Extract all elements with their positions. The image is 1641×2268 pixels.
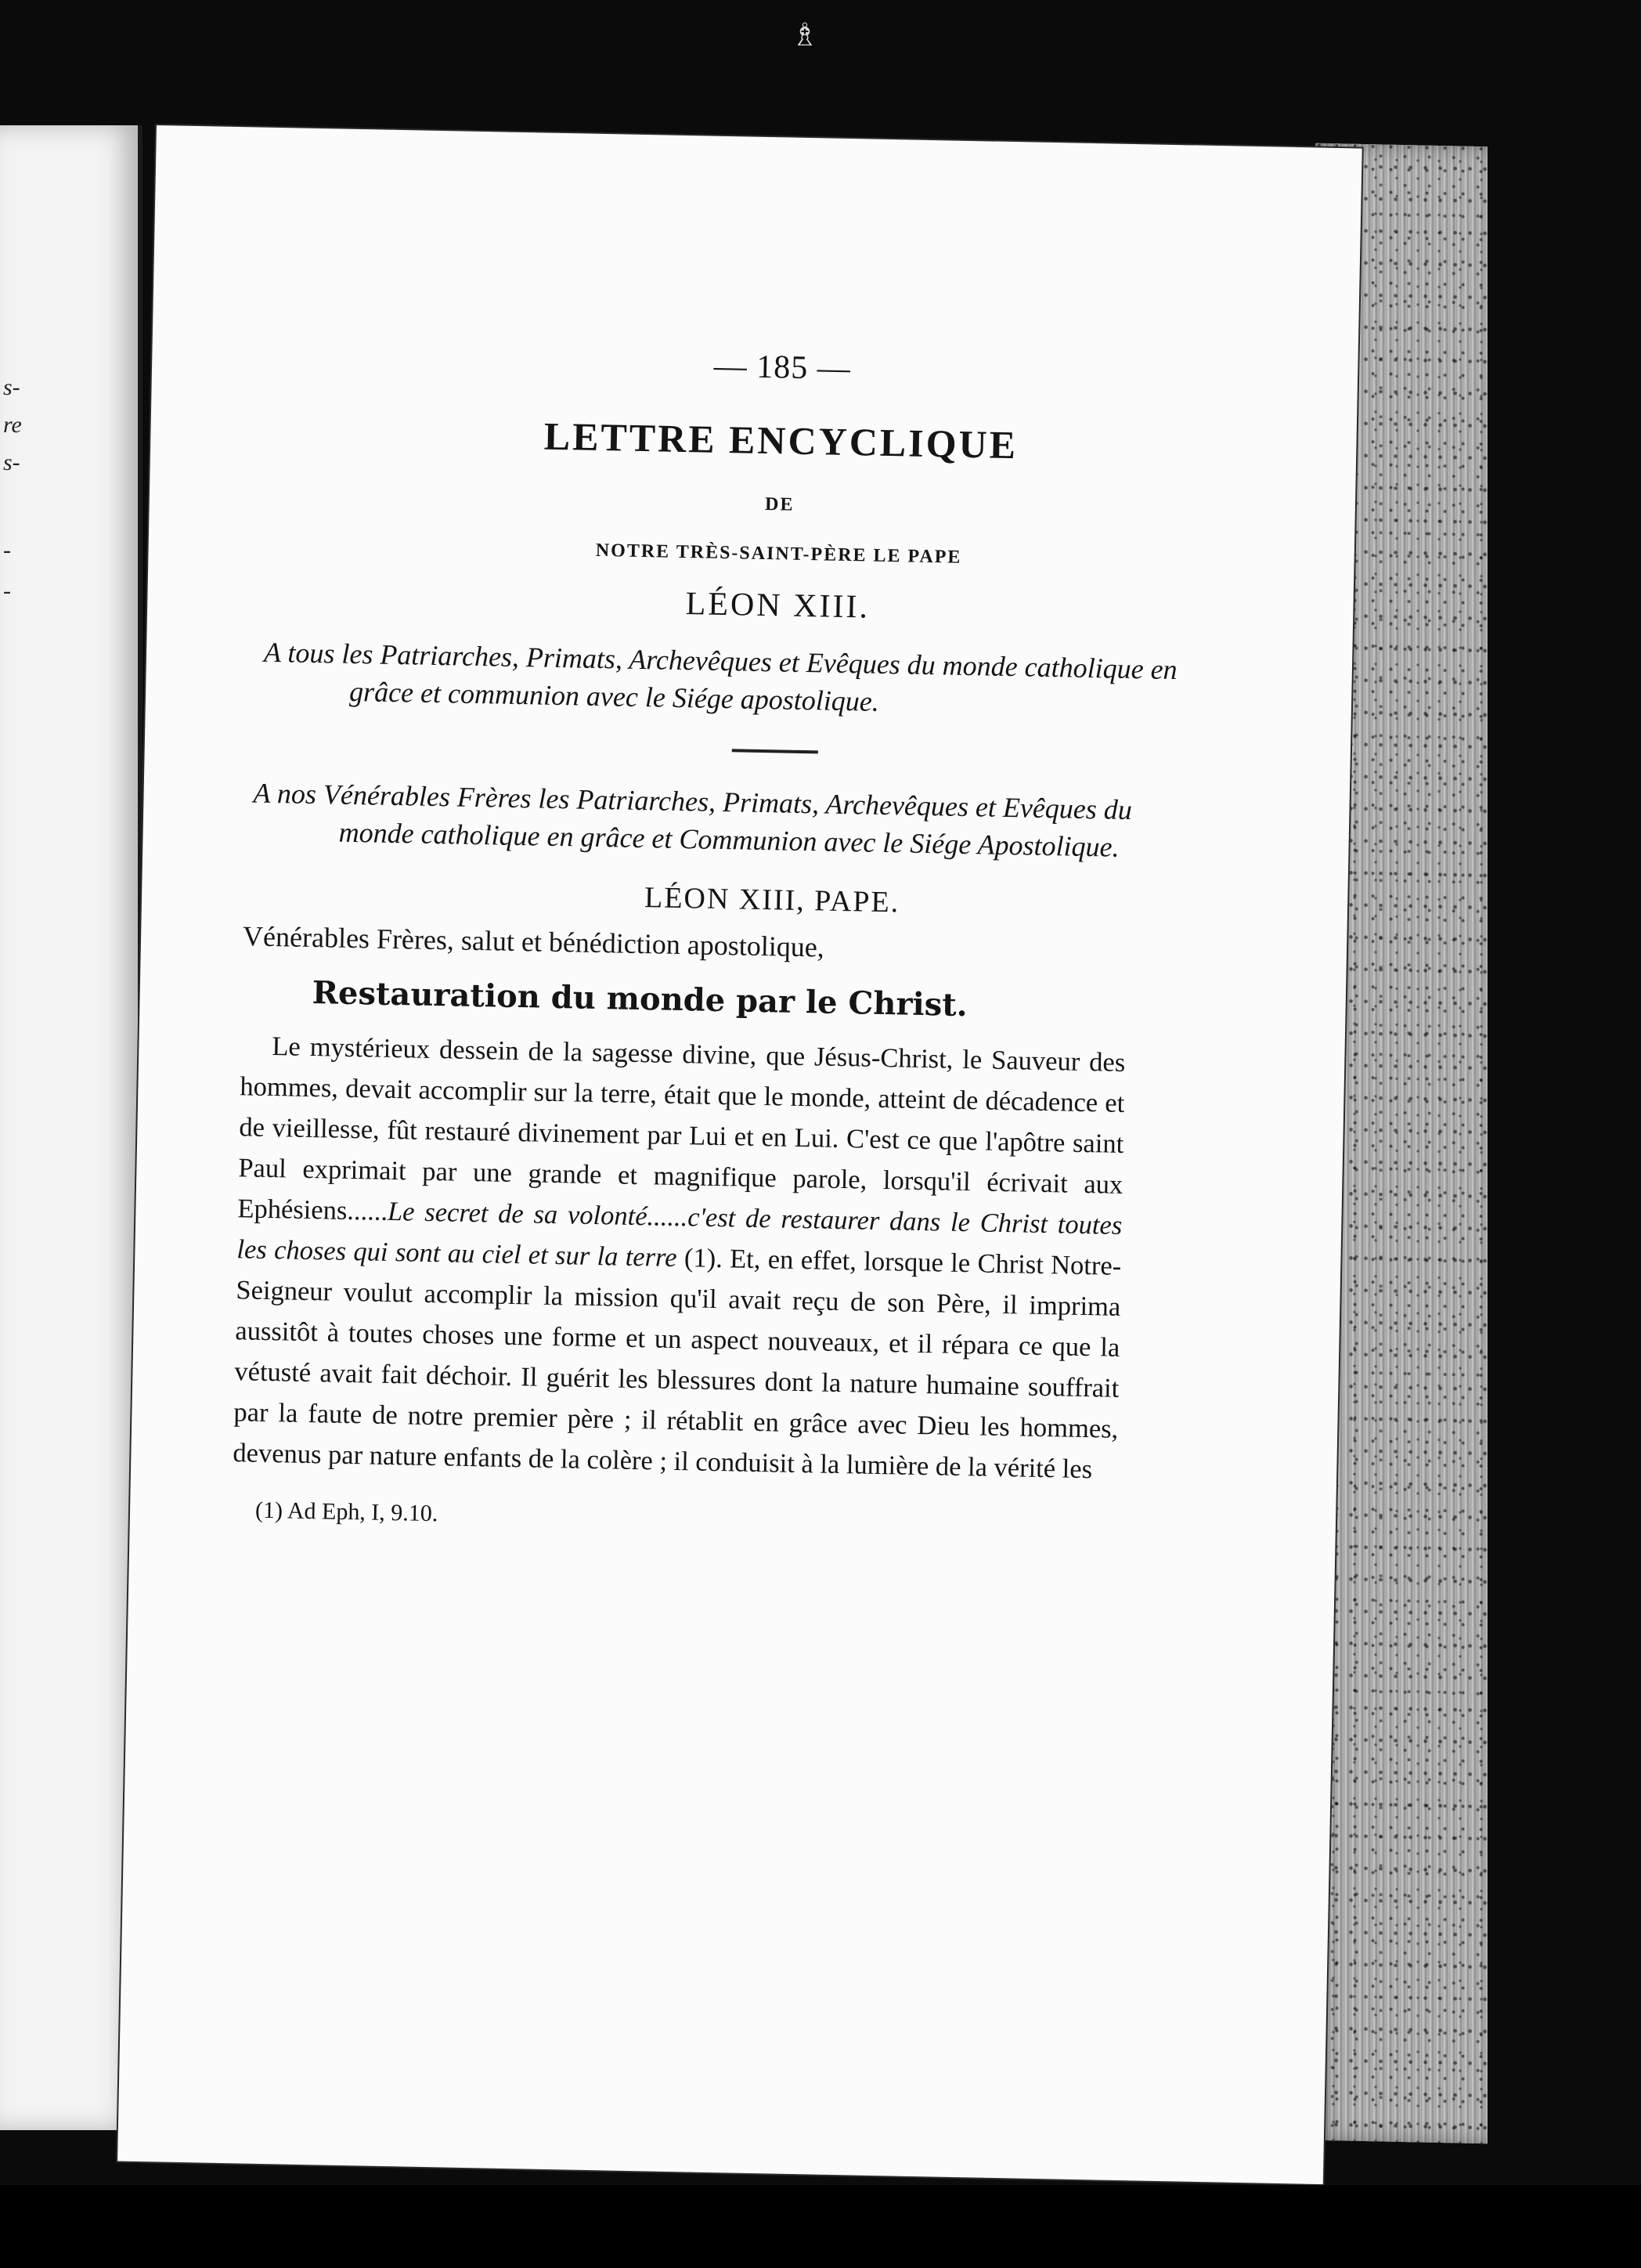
body-text-part1: Le mystérieux dessein de la sagesse divine, que Jésus-Christ, le Sauveur des hommes, devait accomplir sur la terre, était que le monde, atteint de décadence et de vieillesse, fût restauré divinement par Lui et en Lui. C'est ce que l'apôtre saint Paul exprimait par une grande et magnifique parole, lorsqu'il écrivait aux Ephésiens...... bbox=[237, 1031, 1126, 1226]
edge-fragment: s- bbox=[3, 374, 20, 400]
greeting: Vénérables Frères, salut et bénédiction apostolique, bbox=[242, 920, 825, 963]
separator-rule bbox=[732, 749, 818, 753]
address-heading: A tous les Patriarches, Primats, Archevêques et Evêques du monde catholique en grâce et communion avec le Siége apostolique. bbox=[263, 636, 1178, 717]
section-title: Restauration du monde par le Christ. bbox=[312, 974, 968, 1024]
edge-fragment: re bbox=[3, 412, 22, 438]
document-title: LETTRE ENCYCLIQUE bbox=[543, 414, 1019, 468]
page-number: — 185 — bbox=[713, 348, 852, 388]
body-text-part2: (1). Et, en effet, lorsque le Christ Notre-Seigneur voulut accomplir la mission qu'il avait reçu de son Père, il imprima aussitôt à toutes choses une forme et un aspect nouveaux, et il répara ce que la vétusté avait fait déchoir. Il guérit les blessures dont la nature humaine souffrait par la faute de notre premier père ; il rétablit en grâce avec Dieu les hommes, devenus par nature enfants de la colère ; il conduisit à la lumière de la vérité les bbox=[233, 1243, 1122, 1485]
book-page bbox=[117, 125, 1362, 2184]
body-quote: Le secret de sa volonté......c'est de restaurer dans le Christ toutes les choses qui sont au ciel et sur la terre bbox=[236, 1196, 1123, 1273]
scan-bottom-border bbox=[0, 2185, 1641, 2268]
edge-fragment: - bbox=[3, 578, 11, 604]
address-salutation: A nos Vénérables Frères les Patriarches, Primats, Archevêques et Evêques du monde catholique en grâce et Communion avec le Siége Apostolique. bbox=[253, 777, 1133, 863]
page-content bbox=[232, 338, 1217, 1541]
footnote: (1) Ad Eph, I, 9.10. bbox=[254, 1497, 438, 1527]
previous-page-fragment bbox=[0, 125, 142, 2130]
pope-signature-line: LÉON XIII, PAPE. bbox=[644, 881, 900, 919]
edge-fragment: s- bbox=[3, 450, 20, 475]
film-mark: ♗ bbox=[791, 17, 819, 53]
body-paragraph bbox=[233, 1025, 1126, 1490]
pope-name: LÉON XIII. bbox=[685, 586, 871, 626]
pope-line: NOTRE TRÈS-SAINT-PÈRE LE PAPE bbox=[595, 540, 962, 568]
edge-fragment: - bbox=[3, 537, 11, 563]
title-preposition: DE bbox=[764, 494, 795, 515]
